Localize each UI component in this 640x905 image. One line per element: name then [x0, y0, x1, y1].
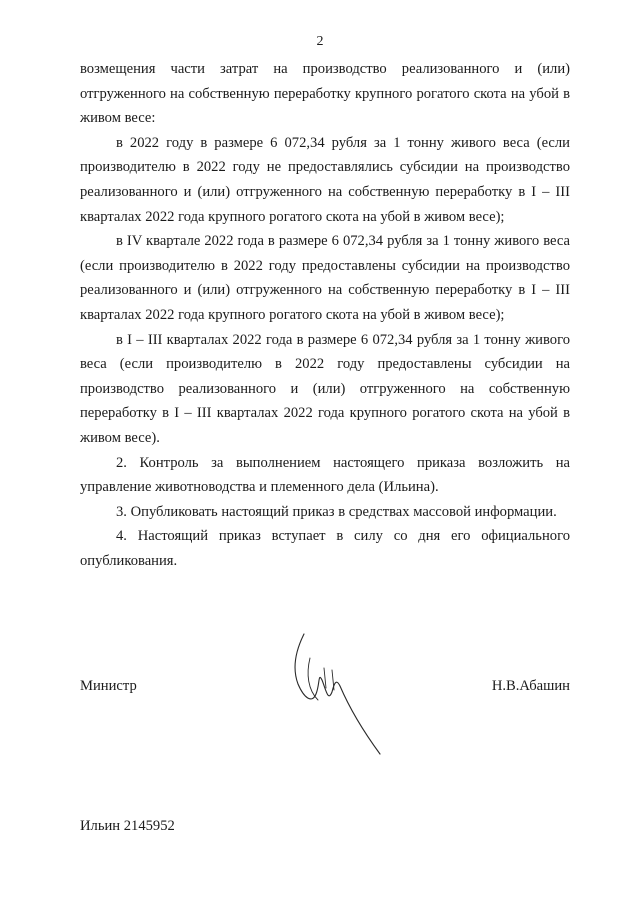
executor-note: Ильин 2145952	[80, 818, 175, 834]
paragraph-q4-rate: в IV квартале 2022 года в размере 6 072,34 рубля за 1 тонну живого веса (если производителю в 2022 году предоставлены субсидии на производство реализованного и (или) отгруженного на собственную переработку в I – III кварталах 2022 года крупного рогатого скота на убой в живом весе);	[80, 233, 570, 323]
signatory-name: Н.В.Абашин	[491, 678, 570, 694]
signatory-title: Министр	[80, 678, 137, 694]
paragraph-item-4: 4. Настоящий приказ вступает в силу со дня его официального опубликования.	[80, 528, 570, 569]
paragraph-continuation: возмещения части затрат на производство реализованного и (или) отгруженного на собственную переработку крупного рогатого скота на убой в живом весе:	[80, 61, 570, 127]
paragraph-2022-rate: в 2022 году в размере 6 072,34 рубля за 1 тонну живого веса (если производителю в 2022 году не предоставлялись субсидии на производство реализованного и (или) отгруженного на собственную переработку в I – III кварталах 2022 года крупного рогатого скота на убой в живом весе);	[80, 134, 570, 225]
paragraph-item-3: 3. Опубликовать настоящий приказ в средствах массовой информации.	[116, 503, 557, 520]
paragraph-q1-q3-rate: в I – III кварталах 2022 года в размере 6 072,34 рубля за 1 тонну живого веса (если производителю в 2022 году предоставлены субсидии на производство реализованного и (или) отгруженного на собственную переработку в I – III кварталах 2022 года крупного рогатого скота на убой в живом весе).	[80, 331, 570, 446]
handwritten-signature	[282, 628, 392, 758]
document-body	[80, 57, 570, 573]
paragraph-item-2: 2. Контроль за выполнением настоящего приказа возложить на управление животноводства и племенного дела (Ильина).	[80, 454, 570, 496]
page-number: 2	[316, 34, 324, 49]
